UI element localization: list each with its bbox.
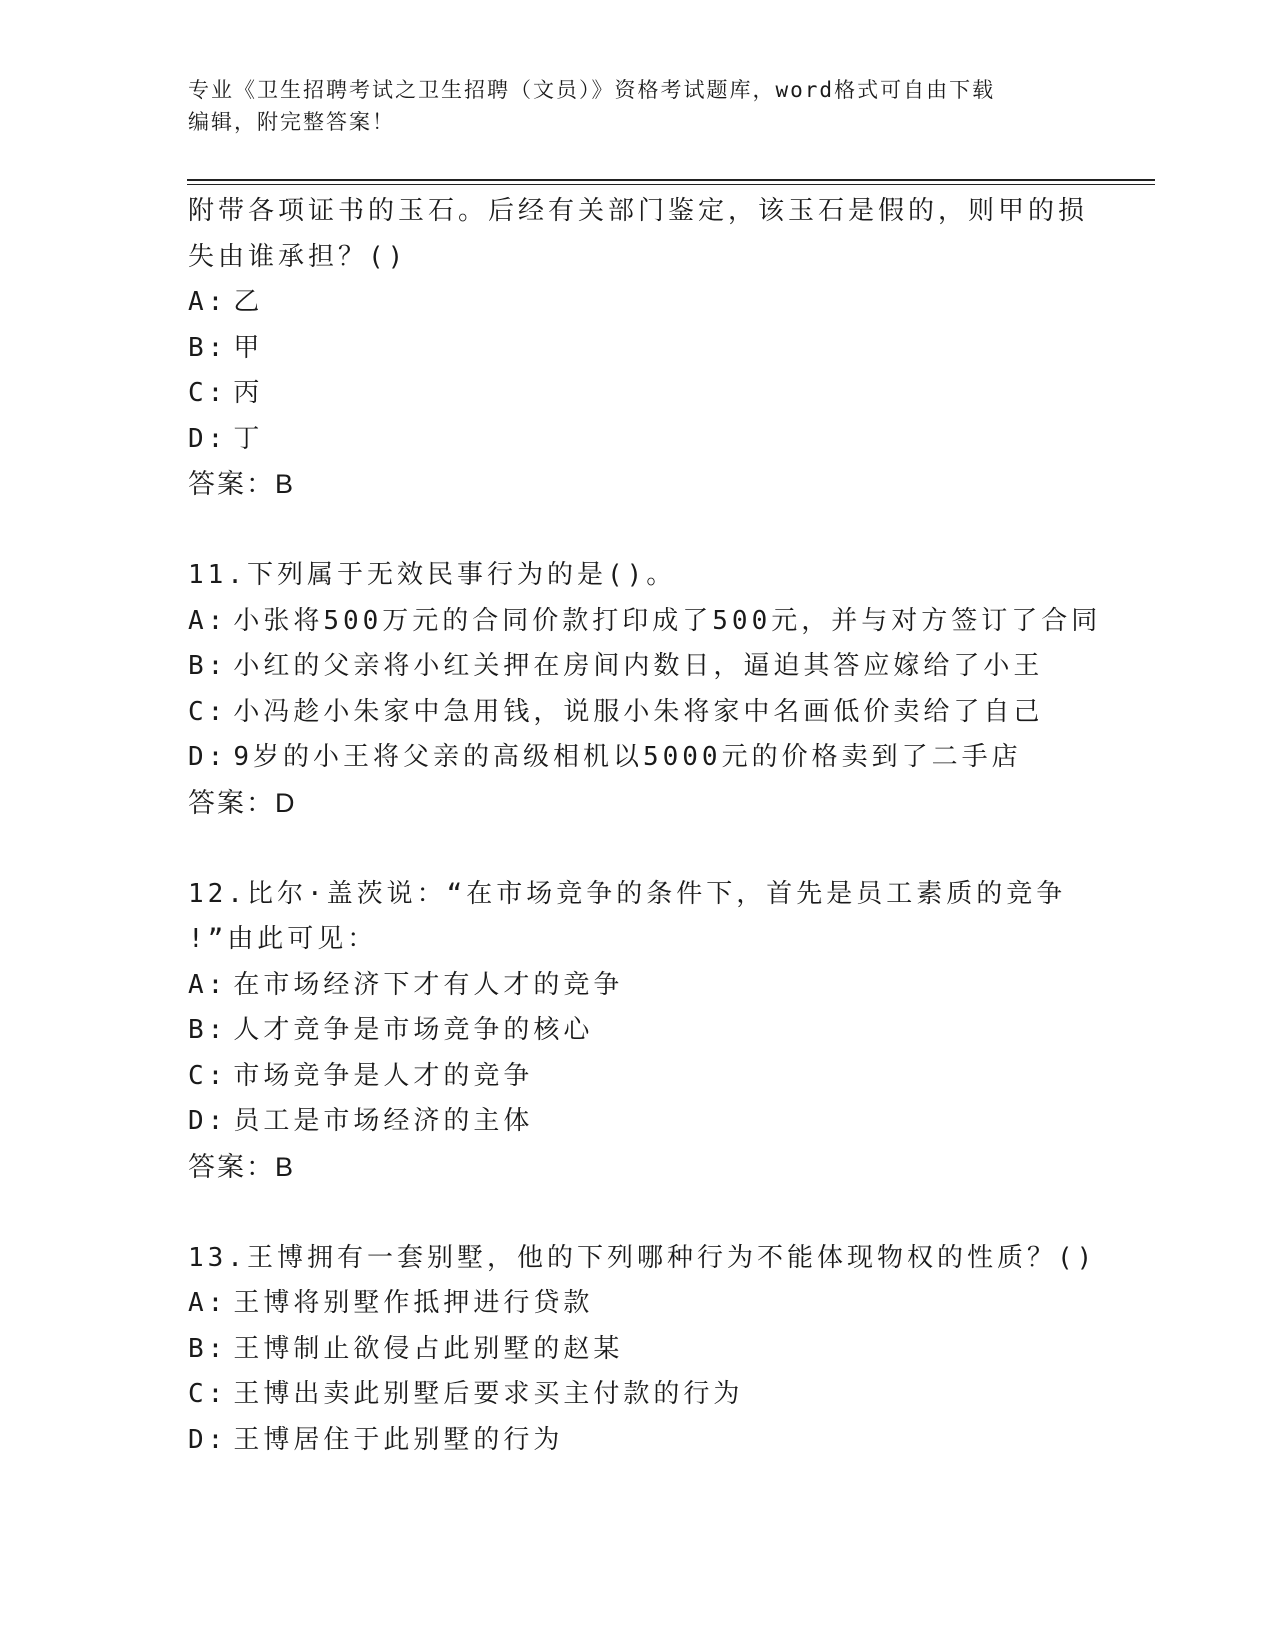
option-d [188,1099,1088,1145]
option-a [188,280,1088,326]
spacer [188,826,1088,872]
option-c [188,1372,1088,1418]
option-c [188,371,1088,417]
option-text: 丁 [233,423,264,454]
question-13 [188,1236,1097,1464]
option-b [188,326,1088,372]
option-letter: D: [188,1424,228,1455]
question-12-answer: 答案：B [188,1151,296,1182]
option-letter: B: [188,651,228,681]
option-text: 在市场经济下才有人才的竞争 [233,969,624,1000]
option-text: 市场竞争是人才的竞争 [233,1060,534,1091]
spacer [188,1190,1088,1236]
option-letter: A: [188,1288,228,1318]
option-d [188,735,1088,781]
option-letter: D: [188,742,228,772]
option-letter: C: [188,1060,228,1091]
option-letter: D: [188,423,228,454]
question-12 [188,872,1088,1191]
question-12-text-line-2: !”由此可见： [188,924,378,954]
option-b [188,644,1088,690]
option-letter: D: [188,1106,228,1136]
option-a [188,963,1088,1009]
option-letter: B: [188,1333,228,1364]
option-text: 9岁的小王将父亲的高级相机以5000元的价格卖到了二手店 [233,742,1022,772]
option-letter: B: [188,332,228,363]
option-b [188,1008,1088,1054]
option-text: 乙 [233,287,264,317]
option-text: 人才竞争是市场竞争的核心 [233,1015,594,1045]
option-letter: C: [188,1379,228,1409]
option-text: 员工是市场经济的主体 [233,1106,534,1136]
option-b [188,1327,1088,1373]
question-12-text-line-1: 12.比尔·盖茨说：“在市场竞争的条件下，首先是员工素质的竞争 [188,878,1067,909]
option-text: 小张将500万元的合同价款打印成了500元，并与对方签订了合同 [233,605,1102,636]
option-c [188,1054,1088,1100]
option-letter: A: [188,969,228,1000]
option-text: 小红的父亲将小红关押在房间内数日，逼迫其答应嫁给了小王 [233,651,1044,681]
option-text: 小冯趁小朱家中急用钱，说服小朱将家中名画低价卖给了自己 [233,696,1044,727]
option-letter: C: [188,378,228,408]
option-text: 王博将别墅作抵押进行贷款 [233,1288,594,1318]
option-a [188,1281,1088,1327]
question-10-text-line-1: 附带各项证书的玉石。后经有关部门鉴定，该玉石是假的，则甲的损 [188,196,1089,226]
question-10 [188,189,1088,508]
option-d [188,417,1088,463]
option-d [188,1418,1088,1464]
question-11-answer: 答案：D [188,787,297,818]
header-divider-thick [187,179,1155,181]
option-text: 王博居住于此别墅的行为 [233,1424,564,1455]
option-letter: C: [188,696,228,727]
option-text: 甲 [233,332,264,363]
option-a [188,599,1102,645]
option-letter: A: [188,605,228,636]
spacer [188,508,1088,554]
option-letter: A: [188,287,228,317]
option-letter: B: [188,1015,228,1045]
question-13-text-line-1: 13.王博拥有一套别墅，他的下列哪种行为不能体现物权的性质？() [188,1242,1097,1273]
option-text: 王博出卖此别墅后要求买主付款的行为 [233,1379,744,1409]
option-c [188,690,1088,736]
question-11 [188,553,1102,826]
header-divider-thin [187,184,1155,185]
option-text: 王博制止欲侵占此别墅的赵某 [233,1333,624,1364]
option-text: 丙 [233,378,264,408]
header-line-2: 编辑，附完整答案！ [188,110,395,134]
question-11-text-line-1: 11.下列属于无效民事行为的是()。 [188,560,677,590]
question-10-text-line-2: 失由谁承担？() [188,241,408,272]
question-10-answer: 答案：B [188,469,296,499]
document-header [188,74,1088,138]
header-line-1: 专业《卫生招聘考试之卫生招聘（文员）》资格考试题库，word格式可自由下载 [188,78,996,102]
question-content [188,189,1102,1463]
